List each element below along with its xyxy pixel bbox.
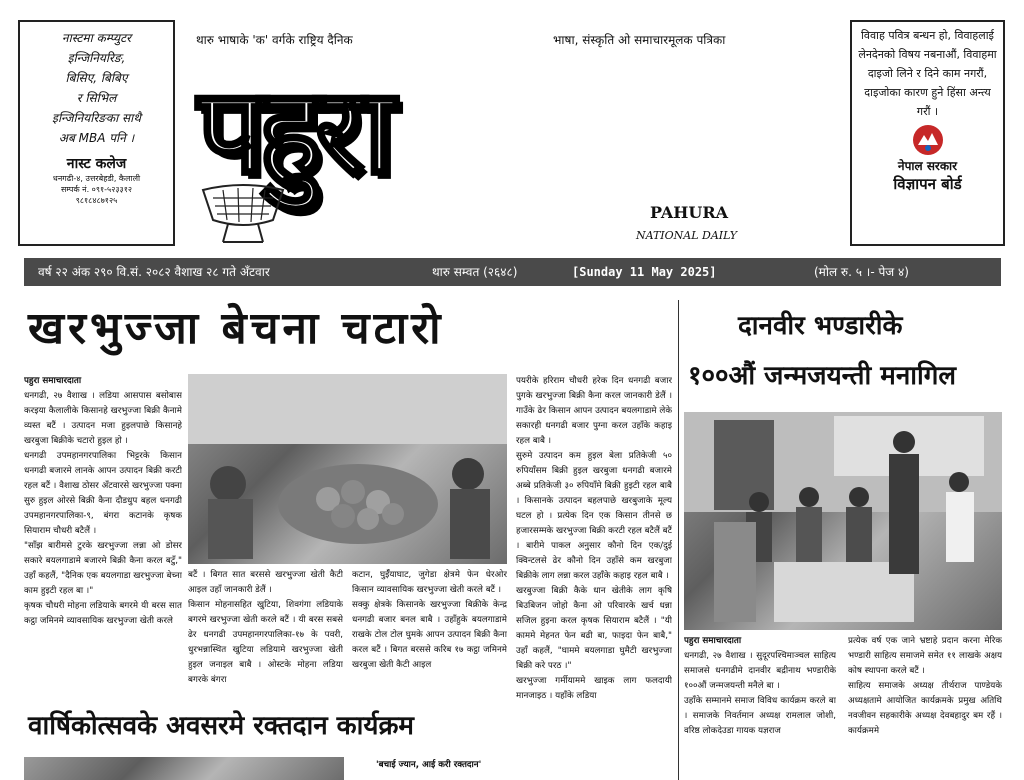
ad-line: इन्जिनियरिङ, [67,51,126,65]
ad-org: नेपाल सरकार [897,159,958,173]
article-text: धनगढी, २७ वैशाख । लडिया आसपास बसोबास करइया कैलालीके किसानहे खरभुज्जा बिक्री कैनामे व्यस्त बटैं । उत्पादन मजा हुइलपाछे किसानहे खरबुजा बिक्रीके चटारो हुइल हो । धनगढी उपमहानगरपालिका भिट्टरके किसान धनगढी बजारमे लानके आपन उत्पादन बिक्री करटी रहल बटैं । वैशाख ठोसर अँटवारसे खरभुज्जा पक्ना सुरु हुइल ओरसे बिक्री कैना दौडधुप बहल धनगढी उपमहानगरपालिका-९, बंगरा कटानके कृषक सियाराम चौधरी बटैलैं । "साँझ बारीमसे टुरके खरभुज्जा लन्ना ओ डोसर सकारे बयलगाडामे बजारमे बिक्री कैना करल बटुँ," उहाँ कहलैं, "दैनिक एक बयलगाडा खरभुज्जा बेच्ना काम हुइटी रहल बा ।" कृषक चौधरी मोहना लडियाके बगरमे यी बरस सात कट्ठा जमिनमे व्यावसायिक खरभुज्जा खेती करले [24,391,182,626]
ad-line: नास्टमा कम्प्युटर [61,31,132,45]
article-main-column-1 [24,374,182,706]
basket-emblem-icon [193,180,293,246]
advertisement-nast-college[interactable] [18,20,175,246]
article-main-column-3 [352,568,507,706]
advertisement-government[interactable] [850,20,1005,246]
issue-info-bar [24,258,1001,286]
headline-side-line1[interactable]: दानवीर भण्डारीके [738,311,903,341]
ad-board: विज्ञापन बोर्ड [893,175,962,193]
masthead-logo[interactable] [198,56,838,206]
article-text: पयरीके हरिराम चौधरी हरेक दिन धनगढी बजार पुगके खरभुज्जा बिक्री कैना करल जानकारी डेलैं । गाउँके ढेर किसान आपन उत्पादन बयलगाडामे लेके सकारही धनगढी बजार पुग्ना करल उहाँके कहाइ रहल बाबै । सुरुमे उत्पादन कम हुइल बेला प्रतिकेजी ५० रुपियाँसम बिक्री हुइल खरबुजा धनगढी बजारमे अब्बे प्रतिकेजी ३० रुपियाँमे बिक्री हुइटी रहल बाबै । किसानके उत्पादन बहलपाछे खरबुजाके मूल्य घटल हो । प्रत्येक दिन एक किसान तीनसे छ हजारसम्मके खरभुज्जा बिक्री करटी रहल बटैलैं बटैं । बारीमे पाकल अनुसार कौनो दिन एक/दुई क्विन्टलसे ढेर कौनो दिन उहाँसे कम खरबुजा बिक्रीके लाग लन्ना करल उहाँके कहाइ रहल बाबै । खरबुज्जा बिक्री कैके धान खेतीके लाग कृषि बिउबिजन जोहो कैना ओ परिवारके खर्च धन्ना सजिल हुइना करल कृषक सियाराम बटैलैं । "यी काममे मेहनत फेन बढी बा, फाइदा फेन बाबै," उहाँ कहलैं, "घाममे बयलगाडा घुमैटी खरभुज्जा बिक्री करे परठ ।" खरभुज्जा गर्मीयाममे खाइक लाग फलदायी मानजाइठ । यहाँके लडिया [516,376,672,701]
article-text: बटैं । बिगत सात बरससे खरभुज्जा खेती कैटी आइल उहाँ जानकारी डेलैं । किसान मोहनासहित खुटिया, शिवगंगा लडियाके बगरमे खरभुज्जा खेती करले बटैं । यी बरस सबसे ढेर धनगढी उपमहानगरपालिका-१७ के पवरी, धुरभन्नास्थित खुटिया लडियामे खरभुज्जा खेती हुइल जनाइल बाबै । ओस्टके मोहना लडिया बगरके बंगरा [188,570,343,685]
article-side-column-2 [848,634,1002,780]
article-text: कटान, घुईँयाघाट, जुगेडा क्षेत्रमे फेन धेरओर किसान व्यावसायिक खरभुज्जा खेती करले बटैं । सक्कु क्षेत्रके किसानके खरभुज्जा बिक्रीके केन्द्र धनगढी बजार बनल बाबै । उहाँहुके बयलगाडामे राखके टोल टोल घुमके आपन उत्पादन बिक्री कैना करल बटैं । बिगत बरससे करिब १७ कट्ठा जमिनमे खरबुजा खेती कैटी आइल [352,570,507,670]
anniversary-event-photo [684,412,1002,630]
price-page: (मोल रु. ५ ।- पेज ४) [814,265,909,279]
masthead-title: पहुरा [198,61,389,200]
gregorian-date: [Sunday 11 May 2025] [572,265,717,279]
article-side-column-1 [684,634,836,780]
article-main-column-4 [516,374,672,776]
article-byline: पहुरा समाचारदाता [684,636,742,646]
blood-donation-photo [24,757,344,780]
masthead-latin-name: PAHURA [650,203,729,222]
headline-bottom[interactable]: वार्षिकोत्सवके अवसरमे रक्तदान कार्यक्रम [28,711,414,741]
ad-line: इन्जिनियरिङका साथै [52,111,141,125]
issue-number: वर्ष २२ अंक २९० वि.सं. २०८२ वैशाख २८ गते अँटवार [38,265,270,279]
article-byline: पहुरा समाचारदाता [24,376,82,386]
tagline-left: थारु भाषाके 'क' वर्गके राष्ट्रिय दैनिक [196,33,353,47]
nepal-emblem-icon [911,123,945,157]
ad-address: धनगढी-४, उत्तरबेहडी, कैलाली [52,174,141,183]
tharu-year: थारु सम्वत (२६४८) [432,265,518,279]
ad-phone: ९८१८४८७१२५ [75,196,118,205]
ad-line: अब MBA पनि । [58,131,135,145]
column-divider [678,300,679,780]
ad-anti-dowry-text: विवाह पवित्र बन्धन हो, विवाहलाई लेनदेनको विषय नबनाऔं, विवाहमा दाइजो लिने र दिने काम नगरौं, दाइजोका कारण हुने हिंसा अन्त्य गरौं । [858,29,997,118]
watermelon-market-photo [188,374,507,564]
ad-line: र सिभिल [76,91,117,105]
article-text: धनगढी, २७ वैशाख । सुदूरपश्चिमाञ्चल साहित्य समाजसे धनगढीमे दानवीर बद्रीनाथ भण्डारीके १००औं जन्मजयन्ती मनैले बा । उहाँके सम्मानमे समाज विविध कार्यक्रम करले बा । समाजके निवर्तमान अध्यक्ष रामलाल जोशी, वरिष्ठ लोकदेउडा गायक यज्ञराज [684,651,836,736]
headline-side-line2[interactable]: १००औं जन्मजयन्ती मनागिल [688,361,956,391]
tagline-right: भाषा, संस्कृति ओ समाचारमूलक पत्रिका [553,33,726,47]
masthead-subtitle: NATIONAL DAILY [636,229,738,242]
ad-contact: सम्पर्क नं. ०९१-५२३३१२ [60,185,133,194]
ad-line: बिसिए, बिबिए [65,71,128,85]
article-main-column-2 [188,568,343,706]
article-bottom-snippet: 'बचाई ज्यान, आई करी रक्तदान' [376,760,482,770]
ad-college-name: नास्ट कलेज [66,156,127,172]
article-text: प्रत्येक वर्ष एक जाने भ्रष्टाहे प्रदान करना मेरिक भण्डारी साहित्य समाजमे समेत ११ लाखके अक्षय कोष स्थापना करले बटैं । साहित्य समाजके अध्यक्ष तीर्थराज पाण्डेयके अध्यक्षतामे आयोजित कार्यक्रमके प्रमुख अतिथि नवजीवन सहकारीके अध्यक्ष देवबहादुर बम रहैं । कार्यक्रममे [848,636,1002,736]
headline-main[interactable]: खरभुज्जा बेचना चटारो [28,303,445,354]
